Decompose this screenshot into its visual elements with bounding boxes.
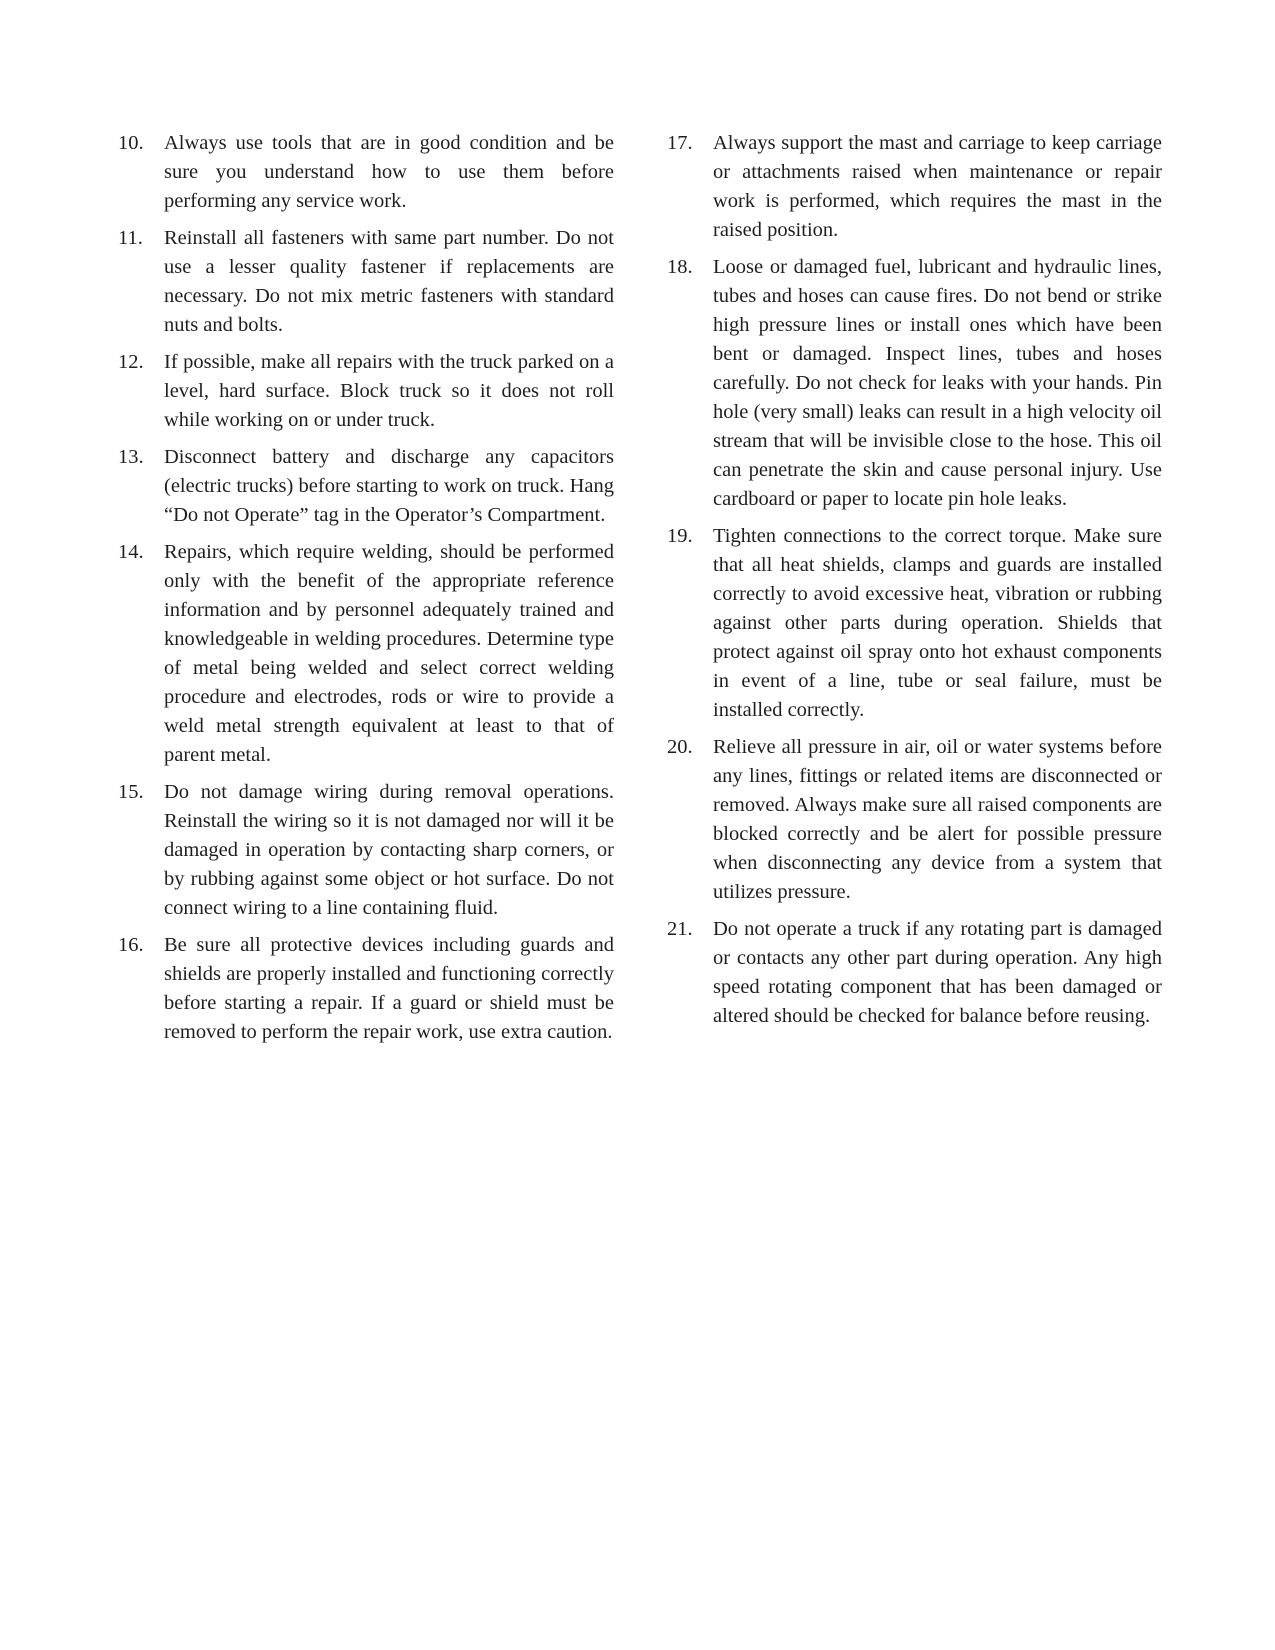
item-number: 10. <box>118 132 144 154</box>
list-item <box>667 129 1162 245</box>
item-text: Reinstall all fasteners with same part number. Do not use a lesser quality fastener if replacements are necessary. Do not mix metric fasteners with standard nuts and bolts. <box>164 227 614 336</box>
list-item <box>118 129 614 216</box>
list-item <box>118 348 614 435</box>
list-item <box>667 522 1162 725</box>
item-text: Always support the mast and carriage to keep carriage or attachments raised when maintenance or repair work is performed, which requires the mast in the raised position. <box>713 132 1162 241</box>
item-text: Do not operate a truck if any rotating part is damaged or contacts any other part during operation. Any high speed rotating component that has been damaged or altered should be checked for balance before reusing. <box>713 918 1162 1027</box>
item-number: 20. <box>667 736 693 758</box>
item-text: Be sure all protective devices including guards and shields are properly installed and functioning correctly before starting a repair. If a guard or shield must be removed to perform the repair work, use extra caution. <box>164 934 614 1043</box>
list-item <box>118 931 614 1047</box>
right-column <box>667 129 1162 1039</box>
left-column <box>118 129 614 1055</box>
list-item <box>667 915 1162 1031</box>
list-item <box>118 778 614 923</box>
item-number: 15. <box>118 781 144 803</box>
item-number: 14. <box>118 541 144 563</box>
item-text: Always use tools that are in good condition and be sure you understand how to use them before performing any service work. <box>164 132 614 212</box>
item-number: 18. <box>667 256 693 278</box>
item-text: Tighten connections to the correct torque. Make sure that all heat shields, clamps and guards are installed correctly to avoid excessive heat, vibration or rubbing against other parts during operation. Shields that protect against oil spray onto hot exhaust components in event of a line, tube or seal failure, must be installed correctly. <box>713 525 1162 721</box>
list-item <box>667 253 1162 514</box>
item-number: 16. <box>118 934 144 956</box>
item-number: 19. <box>667 525 693 547</box>
item-number: 17. <box>667 132 693 154</box>
item-text: Loose or damaged fuel, lubricant and hydraulic lines, tubes and hoses can cause fires. Do not bend or strike high pressure lines or install ones which have been bent or damaged. Inspect lines, tubes and hoses carefully. Do not check for leaks with your hands. Pin hole (very small) leaks can result in a high velocity oil stream that will be invisible close to the hose. This oil can penetrate the skin and cause personal injury. Use cardboard or paper to locate pin hole leaks. <box>713 256 1162 510</box>
list-item <box>667 733 1162 907</box>
item-number: 21. <box>667 918 693 940</box>
item-number: 11. <box>118 227 143 249</box>
item-text: Relieve all pressure in air, oil or water systems before any lines, fittings or related items are disconnected or removed. Always make sure all raised components are blocked correctly and be alert for possible pressure when disconnecting any device from a system that utilizes pressure. <box>713 736 1162 903</box>
list-item <box>118 443 614 530</box>
item-text: Do not damage wiring during removal operations. Reinstall the wiring so it is not damaged nor will it be damaged in operation by contacting sharp corners, or by rubbing against some object or hot surface. Do not connect wiring to a line containing fluid. <box>164 781 614 919</box>
list-item <box>118 538 614 770</box>
item-text: If possible, make all repairs with the truck parked on a level, hard surface. Block truck so it does not roll while working on or under truck. <box>164 351 614 431</box>
item-text: Disconnect battery and discharge any capacitors (electric trucks) before starting to work on truck. Hang “Do not Operate” tag in the Operator’s Compartment. <box>164 446 614 526</box>
item-text: Repairs, which require welding, should be performed only with the benefit of the appropriate reference information and by personnel adequately trained and knowledgeable in welding procedures. Determine type of metal being welded and select correct welding procedure and electrodes, rods or wire to provide a weld metal strength equivalent at least to that of parent metal. <box>164 541 614 766</box>
item-number: 12. <box>118 351 144 373</box>
item-number: 13. <box>118 446 144 468</box>
list-item <box>118 224 614 340</box>
